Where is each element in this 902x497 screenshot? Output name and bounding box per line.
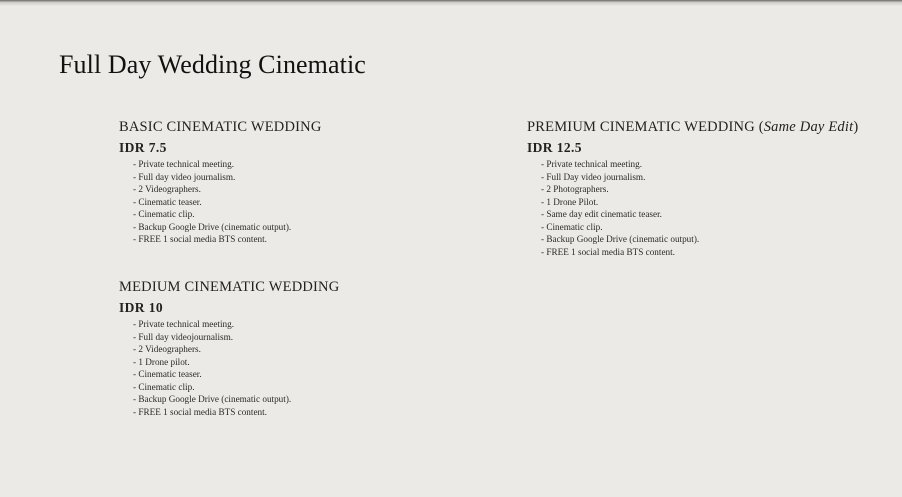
feature-item: - 1 Drone pilot. <box>133 356 339 369</box>
package-name: BASIC CINEMATIC WEDDING <box>119 119 322 135</box>
feature-item: - FREE 1 social media BTS content. <box>133 406 339 419</box>
feature-item: - Private technical meeting. <box>541 158 858 171</box>
package-name: PREMIUM CINEMATIC WEDDING (Same Day Edit) <box>527 119 859 135</box>
feature-item: - Same day edit cinematic teaser. <box>541 208 858 221</box>
feature-item: - Cinematic clip. <box>133 381 339 394</box>
feature-list <box>119 158 322 246</box>
package-name-note: Same Day Edit <box>763 119 854 135</box>
package-price: IDR 10 <box>119 300 164 315</box>
top-edge-shadow <box>0 0 902 6</box>
feature-item: - Full Day video journalism. <box>541 171 858 184</box>
feature-item: - 2 Videographers. <box>133 183 322 196</box>
package-name: MEDIUM CINEMATIC WEDDING <box>119 279 340 295</box>
feature-item: - Private technical meeting. <box>133 318 339 331</box>
package-name-text: PREMIUM CINEMATIC WEDDING <box>527 119 755 135</box>
feature-item: - Cinematic teaser. <box>133 196 322 209</box>
feature-list <box>527 158 858 258</box>
feature-list <box>119 318 339 418</box>
feature-item: - Full day videojournalism. <box>133 331 339 344</box>
feature-item: - Backup Google Drive (cinematic output). <box>541 233 858 246</box>
feature-item: - Private technical meeting. <box>133 158 322 171</box>
feature-item: - FREE 1 social media BTS content. <box>133 233 322 246</box>
package-medium <box>119 278 339 418</box>
package-basic <box>119 118 322 246</box>
feature-item: - Cinematic clip. <box>541 221 858 234</box>
page-title: Full Day Wedding Cinematic <box>59 50 366 79</box>
feature-item: - Full day video journalism. <box>133 171 322 184</box>
package-price: IDR 12.5 <box>527 140 582 155</box>
feature-item: - 1 Drone Pilot. <box>541 196 858 209</box>
feature-item: - FREE 1 social media BTS content. <box>541 246 858 259</box>
package-price: IDR 7.5 <box>119 140 167 155</box>
feature-item: - Backup Google Drive (cinematic output). <box>133 221 322 234</box>
package-premium <box>527 118 858 258</box>
feature-item: - Cinematic teaser. <box>133 368 339 381</box>
feature-item: - 2 Videographers. <box>133 343 339 356</box>
feature-item: - Backup Google Drive (cinematic output). <box>133 393 339 406</box>
feature-item: - 2 Photographers. <box>541 183 858 196</box>
feature-item: - Cinematic clip. <box>133 208 322 221</box>
